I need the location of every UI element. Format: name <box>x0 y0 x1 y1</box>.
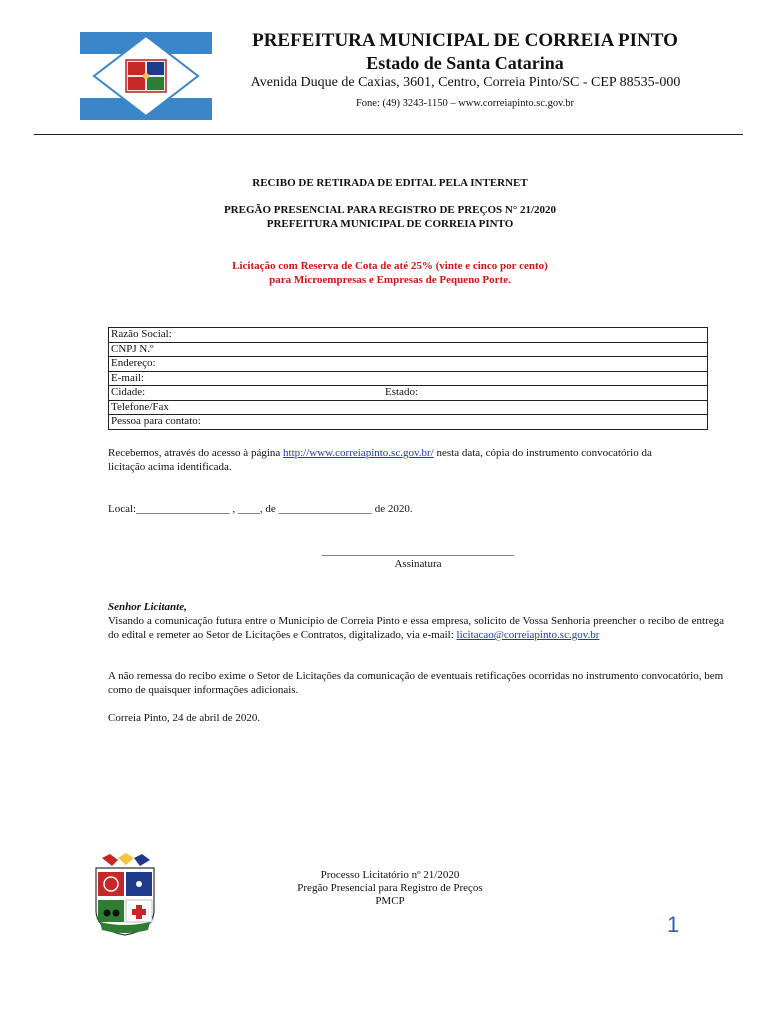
contato-field[interactable]: Pessoa para contato: <box>109 415 708 430</box>
state-name: Estado de Santa Catarina <box>366 53 564 73</box>
address: Avenida Duque de Caxias, 3601, Centro, Correia Pinto/SC - CEP 88535-000 <box>250 75 681 90</box>
quota-notice-line2: para Microempresas e Empresas de Pequeno Porte. <box>269 274 511 286</box>
received-text-pre: Recebemos, através do acesso à página <box>108 447 284 459</box>
email-link[interactable]: licitacao@correiapinto.sc.gov.br <box>456 629 600 641</box>
website-link[interactable]: http://www.correiapinto.sc.gov.br/ <box>283 447 434 459</box>
quota-notice-line1: Licitação com Reserva de Cota de até 25% (vinte e cinco por cento) <box>232 260 548 272</box>
phone-website: Fone: (49) 3243-1150 – www.correiapinto.sc.gov.br <box>355 98 575 109</box>
received-paragraph <box>108 446 688 474</box>
request-paragraph <box>108 614 724 642</box>
page-number: 1 <box>667 912 680 937</box>
company-info-form <box>108 327 708 430</box>
org-name: PREFEITURA MUNICIPAL DE CORREIA PINTO <box>252 30 678 51</box>
email-field[interactable]: E-mail: <box>109 371 708 386</box>
process-title: PREGÃO PRESENCIAL PARA REGISTRO DE PREÇOS N° 21/2020 <box>223 204 557 216</box>
salutation: Senhor Licitante, <box>108 601 187 613</box>
receipt-title: RECIBO DE RETIRADA DE EDITAL PELA INTERNET <box>252 177 528 189</box>
telefone-field[interactable]: Telefone/Fax <box>109 400 708 415</box>
cnpj-field[interactable]: CNPJ N.º <box>109 342 708 357</box>
municipal-crest-icon <box>92 852 158 936</box>
razao-social-field[interactable]: Razão Social: <box>109 328 708 343</box>
cidade-field[interactable]: Cidade: <box>109 386 384 401</box>
header-divider <box>34 134 743 135</box>
request-text: Visando a comunicação futura entre o Município de Correia Pinto e essa empresa, solicito de Vossa Senhoria preencher o recibo de entrega do edital e remeter ao Setor de Licitações e Contratos, digitalizado, via e-mail: <box>108 615 724 641</box>
footer-org-abbr: PMCP <box>375 895 405 907</box>
date-line: Correia Pinto, 24 de abril de 2020. <box>108 712 261 724</box>
disclaimer-paragraph: A não remessa do recibo exime o Setor de Licitações da comunicação de eventuais retificações ocorridas no instrumento convocatório, bem como de quaisquer informações adicionais. <box>108 670 724 696</box>
signature-line: ___________________________________ <box>321 545 515 557</box>
local-date-line: Local:_________________ , ____, de _________________ de 2020. <box>108 503 413 515</box>
footer-process: Processo Licitatório nº 21/2020 <box>320 869 460 881</box>
municipal-flag-icon <box>80 32 212 120</box>
endereco-field[interactable]: Endereço: <box>109 357 708 372</box>
received-text-post: nesta data, cópia do instrumento convocatório da licitação acima identificada. <box>108 447 652 473</box>
org-title: PREFEITURA MUNICIPAL DE CORREIA PINTO <box>266 218 514 230</box>
footer-modality: Pregão Presencial para Registro de Preços <box>297 882 483 894</box>
estado-field[interactable]: Estado: <box>383 386 708 401</box>
footer-block <box>260 869 520 908</box>
signature-label: Assinatura <box>394 558 442 570</box>
